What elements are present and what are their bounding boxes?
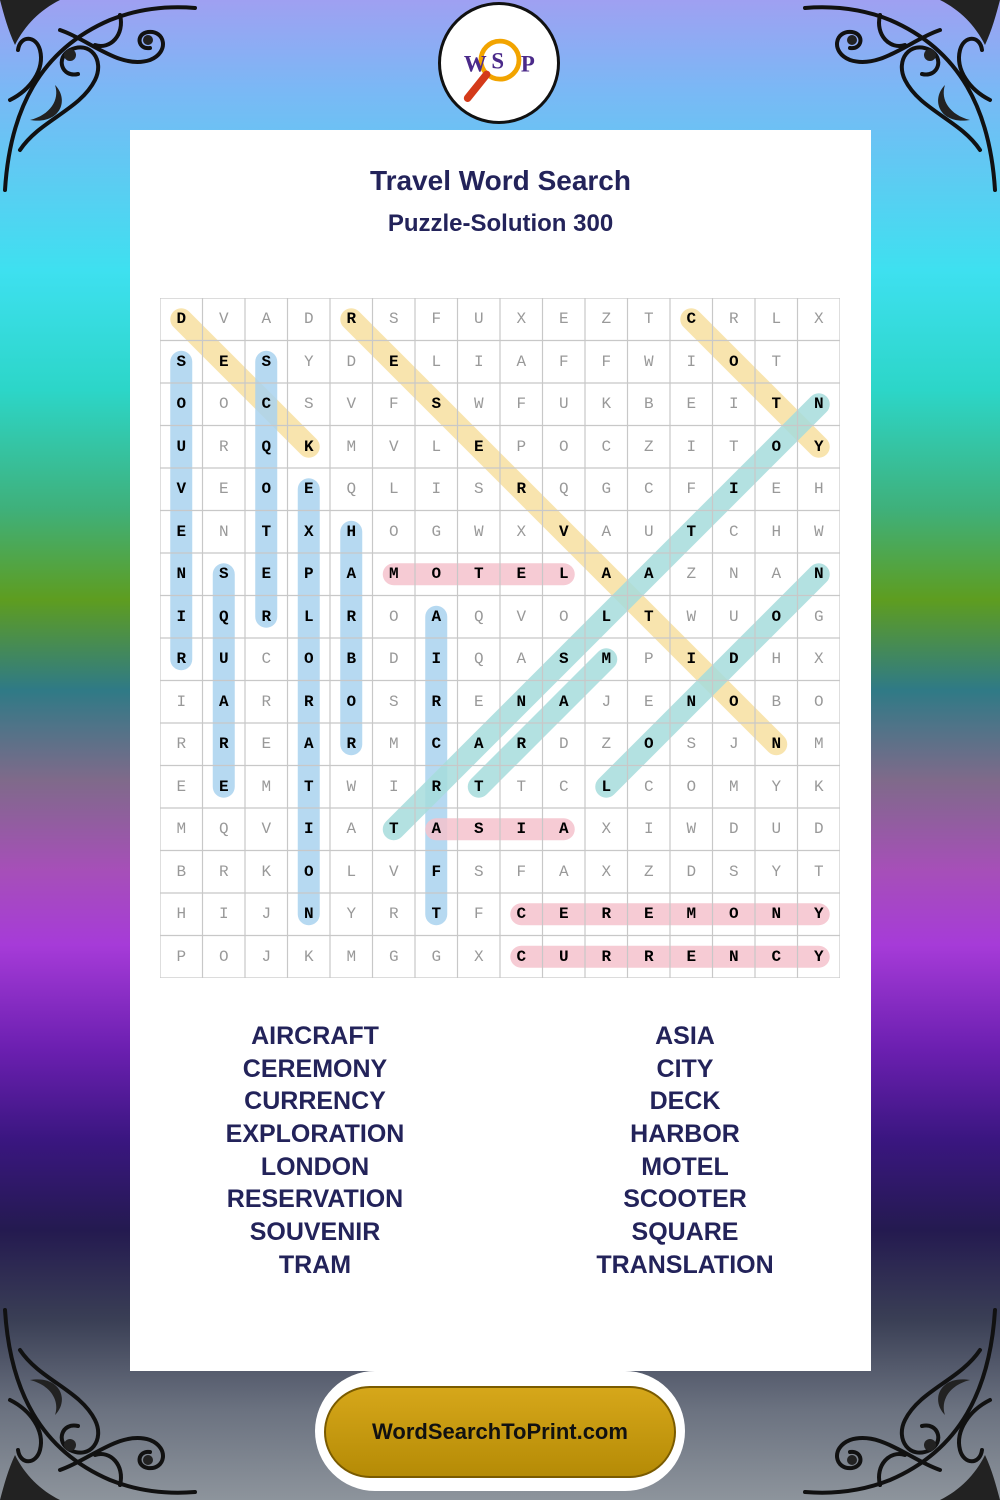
grid-cell: T <box>686 522 697 541</box>
grid-cell: X <box>516 310 527 329</box>
word-item: ASIA <box>655 1022 715 1050</box>
grid-cell: O <box>303 650 314 669</box>
grid-cell: D <box>728 820 739 839</box>
word-list-right <box>500 1020 870 1282</box>
grid-cell: M <box>388 565 399 584</box>
grid-cell: I <box>728 395 739 414</box>
grid-cell: J <box>261 905 272 924</box>
grid-cell: E <box>516 565 527 584</box>
grid-cell: L <box>388 480 399 499</box>
grid-cell: R <box>176 735 187 754</box>
grid-cell: R <box>261 607 272 626</box>
grid-cell: U <box>218 650 229 669</box>
grid-cell: X <box>813 310 824 329</box>
grid-cell: N <box>218 522 229 541</box>
grid-cell: L <box>431 437 442 456</box>
grid-cell: Q <box>261 437 272 456</box>
magnifier-icon <box>441 5 557 121</box>
grid-cell: S <box>388 310 399 329</box>
word-item: LONDON <box>260 1152 370 1181</box>
grid-cell: N <box>728 947 739 966</box>
word-item: CITY <box>656 1054 714 1083</box>
grid-cell: G <box>601 480 612 499</box>
grid-cell: A <box>218 692 229 711</box>
grid-cell: O <box>686 777 697 796</box>
grid-cell: C <box>686 310 697 329</box>
grid-cell: B <box>771 692 782 711</box>
grid-cell: T <box>813 862 824 881</box>
page-subtitle: Puzzle-Solution 300 <box>387 210 614 237</box>
grid-cell: T <box>473 565 484 584</box>
grid-cell: N <box>813 565 824 584</box>
grid-cell: R <box>218 437 229 456</box>
grid-cell: B <box>346 650 357 669</box>
grid-cell: A <box>261 310 272 329</box>
grid-cell: S <box>218 565 229 584</box>
grid-cell: S <box>176 352 187 371</box>
grid-cell: N <box>686 692 697 711</box>
grid-cell: R <box>516 735 527 754</box>
grid-cell: L <box>431 352 442 371</box>
puzzle-card <box>130 130 871 1371</box>
grid-cell: A <box>346 565 357 584</box>
grid-cell: C <box>643 777 654 796</box>
grid-cell: Z <box>686 565 697 584</box>
grid-cell: F <box>558 352 569 371</box>
grid-cell: M <box>176 820 187 839</box>
word-item: CEREMONY <box>242 1054 388 1083</box>
grid-cell: T <box>771 352 782 371</box>
grid-cell: Y <box>813 905 824 924</box>
grid-cell: O <box>728 352 739 371</box>
grid-cell: P <box>516 437 527 456</box>
grid-cell: D <box>176 310 187 329</box>
grid-cell: D <box>346 352 357 371</box>
grid-cell: E <box>558 905 569 924</box>
grid-cell: C <box>261 650 272 669</box>
grid-cell: A <box>516 650 527 669</box>
grid-cell: F <box>431 862 442 881</box>
grid-cell: O <box>771 607 782 626</box>
grid-cell: G <box>388 947 399 966</box>
grid-lines <box>160 298 840 978</box>
grid-cell: L <box>346 862 357 881</box>
grid-cell: R <box>346 607 357 626</box>
grid-cell: N <box>176 565 187 584</box>
grid-cell: F <box>516 395 527 414</box>
grid-cell: K <box>303 947 314 966</box>
grid-cell: I <box>686 650 697 669</box>
grid-cell: X <box>516 522 527 541</box>
grid-cell: O <box>431 565 442 584</box>
grid-cell: C <box>771 947 782 966</box>
grid-cell: G <box>431 947 442 966</box>
grid-cell: F <box>388 395 399 414</box>
page-title: Travel Word Search <box>370 165 631 196</box>
grid-cell: V <box>558 522 569 541</box>
grid-cell: C <box>516 905 527 924</box>
grid-cell: C <box>558 777 569 796</box>
grid-cell: E <box>218 352 229 371</box>
grid-cell: E <box>643 905 654 924</box>
grid-cell: O <box>771 437 782 456</box>
grid-cell: A <box>431 820 442 839</box>
grid-cell: V <box>516 607 527 626</box>
grid-cell: A <box>643 565 654 584</box>
grid-cell: H <box>346 522 357 541</box>
grid-cell: C <box>431 735 442 754</box>
grid-cell: M <box>728 777 739 796</box>
site-link-button[interactable]: WordSearchToPrint.com <box>324 1386 676 1478</box>
grid-cell: T <box>431 905 442 924</box>
grid-cell: P <box>643 650 654 669</box>
grid-cell: K <box>261 862 272 881</box>
grid-cell: U <box>728 607 739 626</box>
grid-cell: R <box>643 947 654 966</box>
grid-cell: V <box>261 820 272 839</box>
grid-cell: R <box>218 862 229 881</box>
grid-cell: L <box>771 310 782 329</box>
grid-cell: Q <box>558 480 569 499</box>
grid-cell: A <box>601 522 612 541</box>
logo-letter-p: P <box>520 51 535 77</box>
grid-cell: D <box>813 820 824 839</box>
grid-cell: M <box>388 735 399 754</box>
grid-cell: G <box>813 607 824 626</box>
grid-cell: E <box>771 480 782 499</box>
grid-cell: A <box>771 565 782 584</box>
grid-cell: N <box>728 565 739 584</box>
grid-cell: W <box>643 352 654 371</box>
grid-cell: Q <box>473 607 484 626</box>
grid-cell: H <box>813 480 824 499</box>
grid-cell: A <box>346 820 357 839</box>
grid-cell: R <box>601 905 612 924</box>
grid-cell: A <box>431 607 442 626</box>
grid-cell: E <box>218 777 229 796</box>
word-search-grid <box>160 298 840 978</box>
grid-cell: R <box>176 650 187 669</box>
word-item: TRAM <box>278 1250 352 1279</box>
grid-cell: E <box>686 947 697 966</box>
grid-cell: S <box>473 820 484 839</box>
grid-cell: C <box>643 480 654 499</box>
grid-cell: F <box>601 352 612 371</box>
grid-cell: V <box>346 395 357 414</box>
word-item: EXPLORATION <box>225 1120 405 1149</box>
grid-cell: R <box>261 692 272 711</box>
grid-cell: J <box>261 947 272 966</box>
word-list-left <box>130 1020 500 1282</box>
grid-cell: A <box>601 565 612 584</box>
grid-cell: S <box>728 862 739 881</box>
grid-cell: H <box>771 522 782 541</box>
grid-cell: F <box>686 480 697 499</box>
grid-cell: I <box>686 352 697 371</box>
grid-cell: O <box>303 862 314 881</box>
grid-cell: A <box>303 735 314 754</box>
grid-cell: S <box>431 395 442 414</box>
grid-cell: S <box>473 480 484 499</box>
grid-cell: K <box>303 437 314 456</box>
grid-cell: U <box>771 820 782 839</box>
grid-cell: G <box>431 522 442 541</box>
grid-cell: Q <box>218 607 229 626</box>
grid-cell: T <box>388 820 399 839</box>
grid-cell: S <box>388 692 399 711</box>
grid-cell: L <box>303 607 314 626</box>
grid-cell: A <box>558 862 569 881</box>
grid-cell: Z <box>643 862 654 881</box>
grid-cell: M <box>601 650 612 669</box>
grid-cell: R <box>728 310 739 329</box>
grid-cell: E <box>473 437 484 456</box>
grid-cell: L <box>558 565 569 584</box>
grid-cell: Q <box>346 480 357 499</box>
grid-cell: Y <box>303 352 314 371</box>
grid-cell: E <box>218 480 229 499</box>
grid-cell: V <box>388 862 399 881</box>
grid-cell: O <box>261 480 272 499</box>
grid-cell: B <box>176 862 187 881</box>
grid-cell: Z <box>601 735 612 754</box>
grid-cell: R <box>516 480 527 499</box>
grid-cell: O <box>218 395 229 414</box>
grid-cell: T <box>771 395 782 414</box>
word-item: MOTEL <box>641 1152 729 1181</box>
grid-cell: E <box>686 395 697 414</box>
grid-cell: C <box>516 947 527 966</box>
grid-cell: M <box>686 905 697 924</box>
grid-cell: I <box>218 905 229 924</box>
grid-cell: D <box>728 650 739 669</box>
grid-cell: L <box>601 607 612 626</box>
grid-cell: S <box>261 352 272 371</box>
grid-cell: C <box>601 437 612 456</box>
grid-cell: R <box>303 692 314 711</box>
word-item: SCOOTER <box>623 1185 747 1214</box>
grid-cell: T <box>643 607 654 626</box>
grid-cell: T <box>473 777 484 796</box>
grid-cell: O <box>813 692 824 711</box>
grid-cell: I <box>388 777 399 796</box>
grid-cell: M <box>813 735 824 754</box>
grid-cell: N <box>303 905 314 924</box>
grid-cell: S <box>473 862 484 881</box>
grid-cell: V <box>388 437 399 456</box>
grid-cell: U <box>643 522 654 541</box>
grid-cell: E <box>388 352 399 371</box>
grid-cell: Z <box>643 437 654 456</box>
logo-letter-w: W <box>463 51 487 77</box>
grid-cell: E <box>176 777 187 796</box>
grid-cell: Q <box>473 650 484 669</box>
grid-cell: O <box>558 607 569 626</box>
word-item: AIRCRAFT <box>251 1022 379 1050</box>
grid-cell: N <box>771 905 782 924</box>
grid-cell: O <box>728 905 739 924</box>
grid-cell: O <box>643 735 654 754</box>
grid-cell: D <box>558 735 569 754</box>
grid-cell: N <box>813 395 824 414</box>
grid-cell: X <box>813 650 824 669</box>
grid-cell: A <box>558 820 569 839</box>
grid-cell: W <box>686 820 697 839</box>
grid-cell: C <box>261 395 272 414</box>
grid-cell: T <box>728 437 739 456</box>
grid-cell: N <box>516 692 527 711</box>
grid-cell: I <box>431 480 442 499</box>
grid-cell: R <box>431 777 442 796</box>
grid-cell: O <box>346 692 357 711</box>
grid-cell: J <box>728 735 739 754</box>
grid-cell: W <box>473 522 484 541</box>
grid-cell: S <box>303 395 314 414</box>
grid-cell: Z <box>601 310 612 329</box>
grid-cell: O <box>728 692 739 711</box>
grid-cell: L <box>601 777 612 796</box>
grid-cell: N <box>771 735 782 754</box>
grid-cell: C <box>728 522 739 541</box>
grid-cell: X <box>601 862 612 881</box>
word-item: SOUVENIR <box>249 1218 381 1247</box>
grid-cell: R <box>218 735 229 754</box>
grid-cell: W <box>346 777 357 796</box>
grid-cell: P <box>303 565 314 584</box>
grid-cell: T <box>516 777 527 796</box>
grid-cell: A <box>473 735 484 754</box>
grid-cell: E <box>176 522 187 541</box>
word-item: TRANSLATION <box>596 1250 774 1279</box>
grid-cell: D <box>303 310 314 329</box>
grid-cell: I <box>473 352 484 371</box>
word-item: SQUARE <box>631 1218 739 1247</box>
grid-cell: F <box>516 862 527 881</box>
grid-cell: O <box>388 522 399 541</box>
grid-cell: I <box>686 437 697 456</box>
grid-cell: S <box>558 650 569 669</box>
grid-cell: T <box>261 522 272 541</box>
grid-cell: B <box>643 395 654 414</box>
grid-cell: E <box>261 565 272 584</box>
grid-cell: W <box>473 395 484 414</box>
grid-cell: W <box>813 522 824 541</box>
grid-cell: D <box>686 862 697 881</box>
grid-cell: I <box>303 820 314 839</box>
grid-cell: M <box>261 777 272 796</box>
word-item: CURRENCY <box>244 1087 386 1116</box>
grid-cell: X <box>303 522 314 541</box>
grid-cell: O <box>218 947 229 966</box>
grid-cell: Y <box>771 777 782 796</box>
grid-cell: X <box>601 820 612 839</box>
grid-cell: U <box>558 395 569 414</box>
site-logo <box>438 2 560 124</box>
grid-cell: R <box>431 692 442 711</box>
grid-cell: I <box>728 480 739 499</box>
grid-cell: T <box>643 310 654 329</box>
logo-letter-s: S <box>491 48 505 74</box>
grid-cell: Y <box>813 437 824 456</box>
grid-cell: O <box>388 607 399 626</box>
grid-cell: R <box>346 310 357 329</box>
grid-cell: E <box>558 310 569 329</box>
grid-cell: O <box>176 395 187 414</box>
grid-cell: Q <box>218 820 229 839</box>
grid-cell: Y <box>813 947 824 966</box>
grid-cell: E <box>643 692 654 711</box>
grid-cell: A <box>516 352 527 371</box>
grid-cell: E <box>261 735 272 754</box>
grid-cell: K <box>601 395 612 414</box>
grid-cell: I <box>431 650 442 669</box>
grid-cell: R <box>346 735 357 754</box>
grid-cell: O <box>558 437 569 456</box>
grid-cell: F <box>431 310 442 329</box>
grid-cell: Y <box>771 862 782 881</box>
grid-cell: I <box>176 692 187 711</box>
grid-cell: R <box>388 905 399 924</box>
grid-cell: F <box>473 905 484 924</box>
grid-cell: A <box>558 692 569 711</box>
word-item: RESERVATION <box>226 1185 404 1214</box>
grid-cell: K <box>813 777 824 796</box>
grid-cell: R <box>601 947 612 966</box>
grid-cell: M <box>346 437 357 456</box>
grid-cell: D <box>388 650 399 669</box>
grid-cell: I <box>176 607 187 626</box>
grid-cell: U <box>558 947 569 966</box>
grid-cell: U <box>473 310 484 329</box>
word-item: DECK <box>649 1087 721 1116</box>
grid-cell: M <box>346 947 357 966</box>
word-item: HARBOR <box>630 1120 740 1149</box>
grid-cell: E <box>303 480 314 499</box>
grid-cell: Y <box>346 905 357 924</box>
grid-cell: J <box>601 692 612 711</box>
grid-cell: W <box>686 607 697 626</box>
grid-cell: I <box>643 820 654 839</box>
grid-cell: E <box>473 692 484 711</box>
grid-cell: I <box>516 820 527 839</box>
grid-cell: T <box>303 777 314 796</box>
grid-cell: H <box>176 905 187 924</box>
grid-cell: V <box>176 480 187 499</box>
grid-cell: U <box>176 437 187 456</box>
grid-cell: X <box>473 947 484 966</box>
grid-cell: V <box>218 310 229 329</box>
grid-cell: H <box>771 650 782 669</box>
grid-cell: S <box>686 735 697 754</box>
grid-cell: P <box>176 947 187 966</box>
